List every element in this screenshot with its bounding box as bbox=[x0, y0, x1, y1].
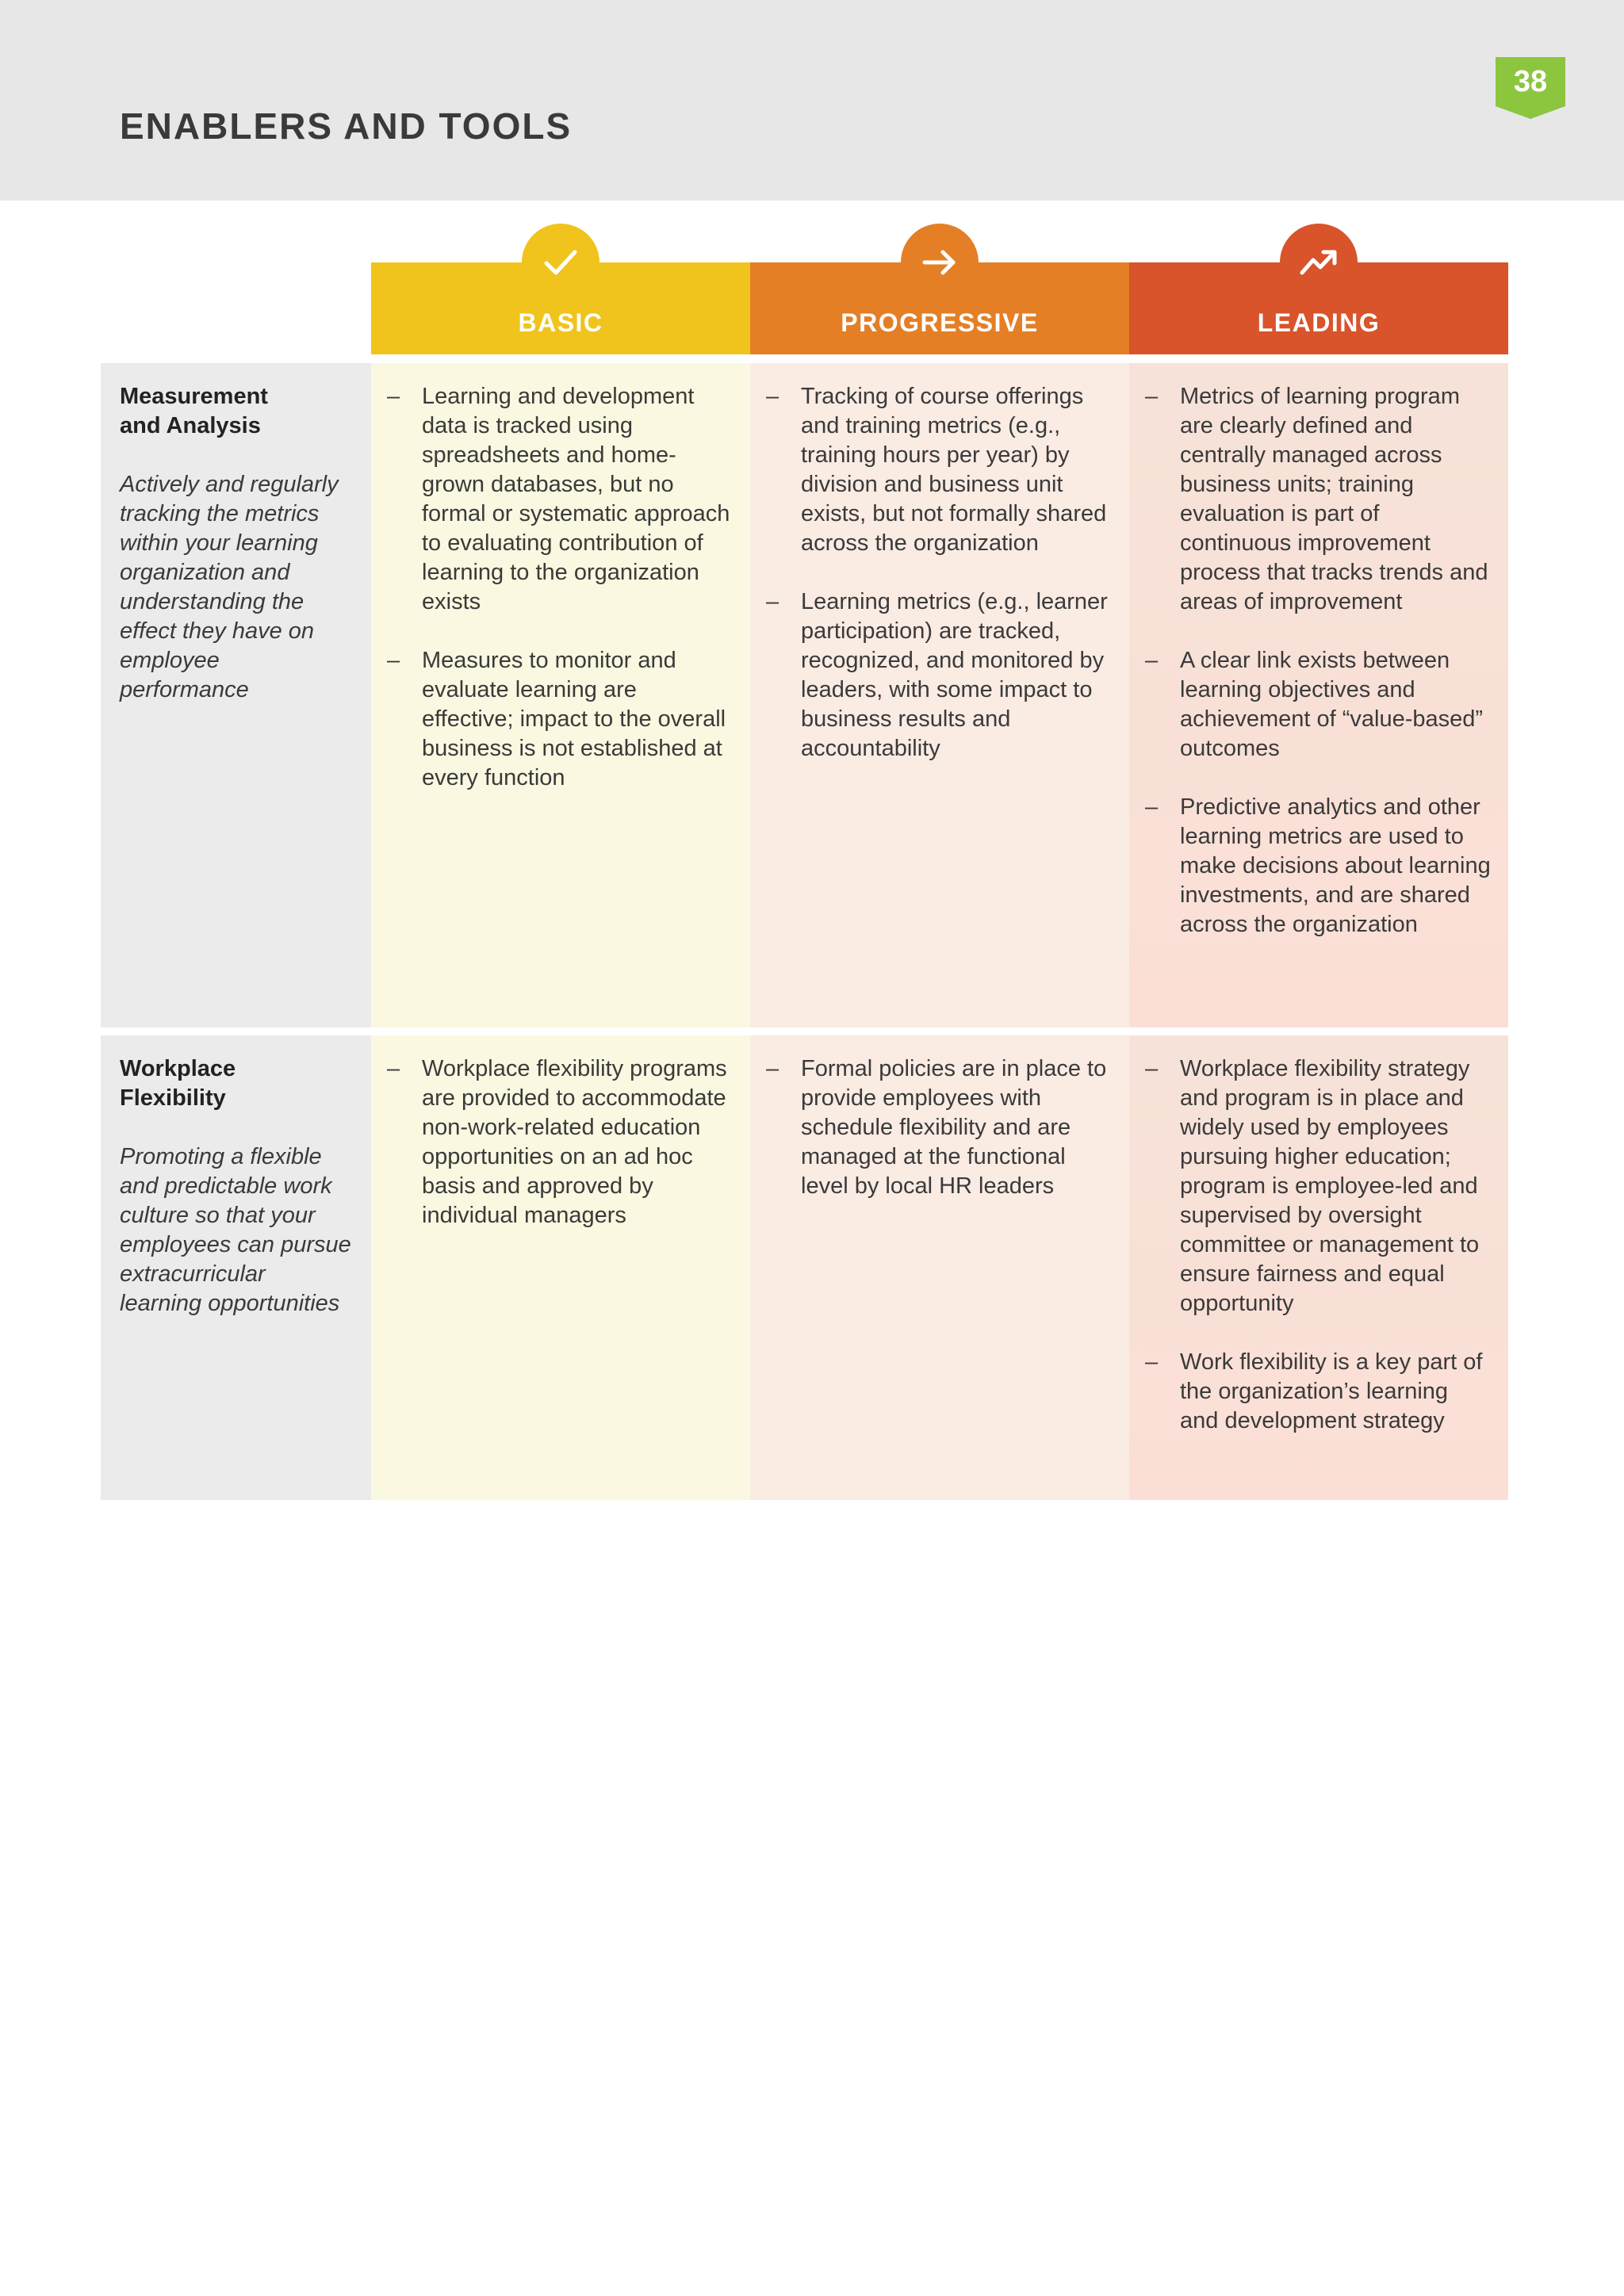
bullet-item: – Learning and development data is tracked using spreadsheets and home-grown databases, but no formal or systematic approach to evaluating contribution of learning to the organization exists bbox=[387, 384, 730, 614]
level-header-progressive: PROGRESSIVE bbox=[750, 262, 1129, 354]
bullet-item: – Tracking of course offerings and training metrics (e.g., training hours per year) by division and business unit exists, but not formally shared across the organization bbox=[766, 384, 1107, 556]
bullet-item: – Formal policies are in place to provide employees with schedule flexibility and are managed at the functional level by local HR leaders bbox=[766, 1056, 1107, 1199]
category-description: Actively and regularly tracking the metrics within your learning organization and understanding the effect they have on employee performance bbox=[120, 472, 339, 702]
level-header-leading: LEADING bbox=[1129, 262, 1508, 354]
bullet-item: – Work flexibility is a key part of the organization’s learning and development strategy bbox=[1145, 1349, 1483, 1433]
page-number: 38 bbox=[1513, 65, 1548, 98]
cell-flexibility-leading bbox=[1129, 1035, 1508, 1500]
cell-measurement-basic bbox=[371, 363, 750, 1027]
bullet-item: – A clear link exists between learning objectives and achievement of “value-based” outcomes bbox=[1145, 648, 1484, 761]
row-label-workplace-flexibility bbox=[101, 1035, 371, 1500]
header-band bbox=[0, 0, 1624, 201]
row-label-measurement bbox=[101, 363, 371, 1027]
checkmark-icon bbox=[522, 224, 599, 301]
bullet-item: – Workplace flexibility strategy and program is in place and widely used by employees pursuing higher education; program is employee-led and supervised by oversight committee or management to ensure fairness and equal opportunity bbox=[1145, 1056, 1480, 1316]
category-description: Promoting a flexible and predictable work culture so that your employees can pursue extracurricular learning opportunities bbox=[120, 1144, 351, 1316]
level-header-basic: BASIC bbox=[371, 262, 750, 354]
category-title: Measurement and Analysis bbox=[120, 384, 268, 438]
cell-flexibility-progressive bbox=[750, 1035, 1129, 1500]
bullet-item: – Learning metrics (e.g., learner participation) are tracked, recognized, and monitored by leaders, with some impact to business results and accountability bbox=[766, 589, 1108, 761]
bullet-item: – Workplace flexibility programs are provided to accommodate non-work-related education opportunities on an ad hoc basis and approved by individual managers bbox=[387, 1056, 727, 1228]
cell-measurement-leading bbox=[1129, 363, 1508, 1027]
trending-up-icon bbox=[1280, 224, 1358, 301]
cell-measurement-progressive bbox=[750, 363, 1129, 1027]
arrow-right-icon bbox=[901, 224, 979, 301]
cell-flexibility-basic bbox=[371, 1035, 750, 1500]
bullet-item: – Measures to monitor and evaluate learning are effective; impact to the overall business is not established at every function bbox=[387, 648, 726, 790]
category-title: Workplace Flexibility bbox=[120, 1056, 236, 1111]
page-number-badge bbox=[1496, 57, 1565, 119]
bullet-item: – Predictive analytics and other learning metrics are used to make decisions about learning investments, and are shared across the organization bbox=[1145, 794, 1491, 937]
page-title: ENABLERS AND TOOLS bbox=[120, 105, 573, 147]
bullet-item: – Metrics of learning program are clearly defined and centrally managed across business units; training evaluation is part of continuous improvement process that tracks trends and areas of improvement bbox=[1145, 384, 1488, 614]
